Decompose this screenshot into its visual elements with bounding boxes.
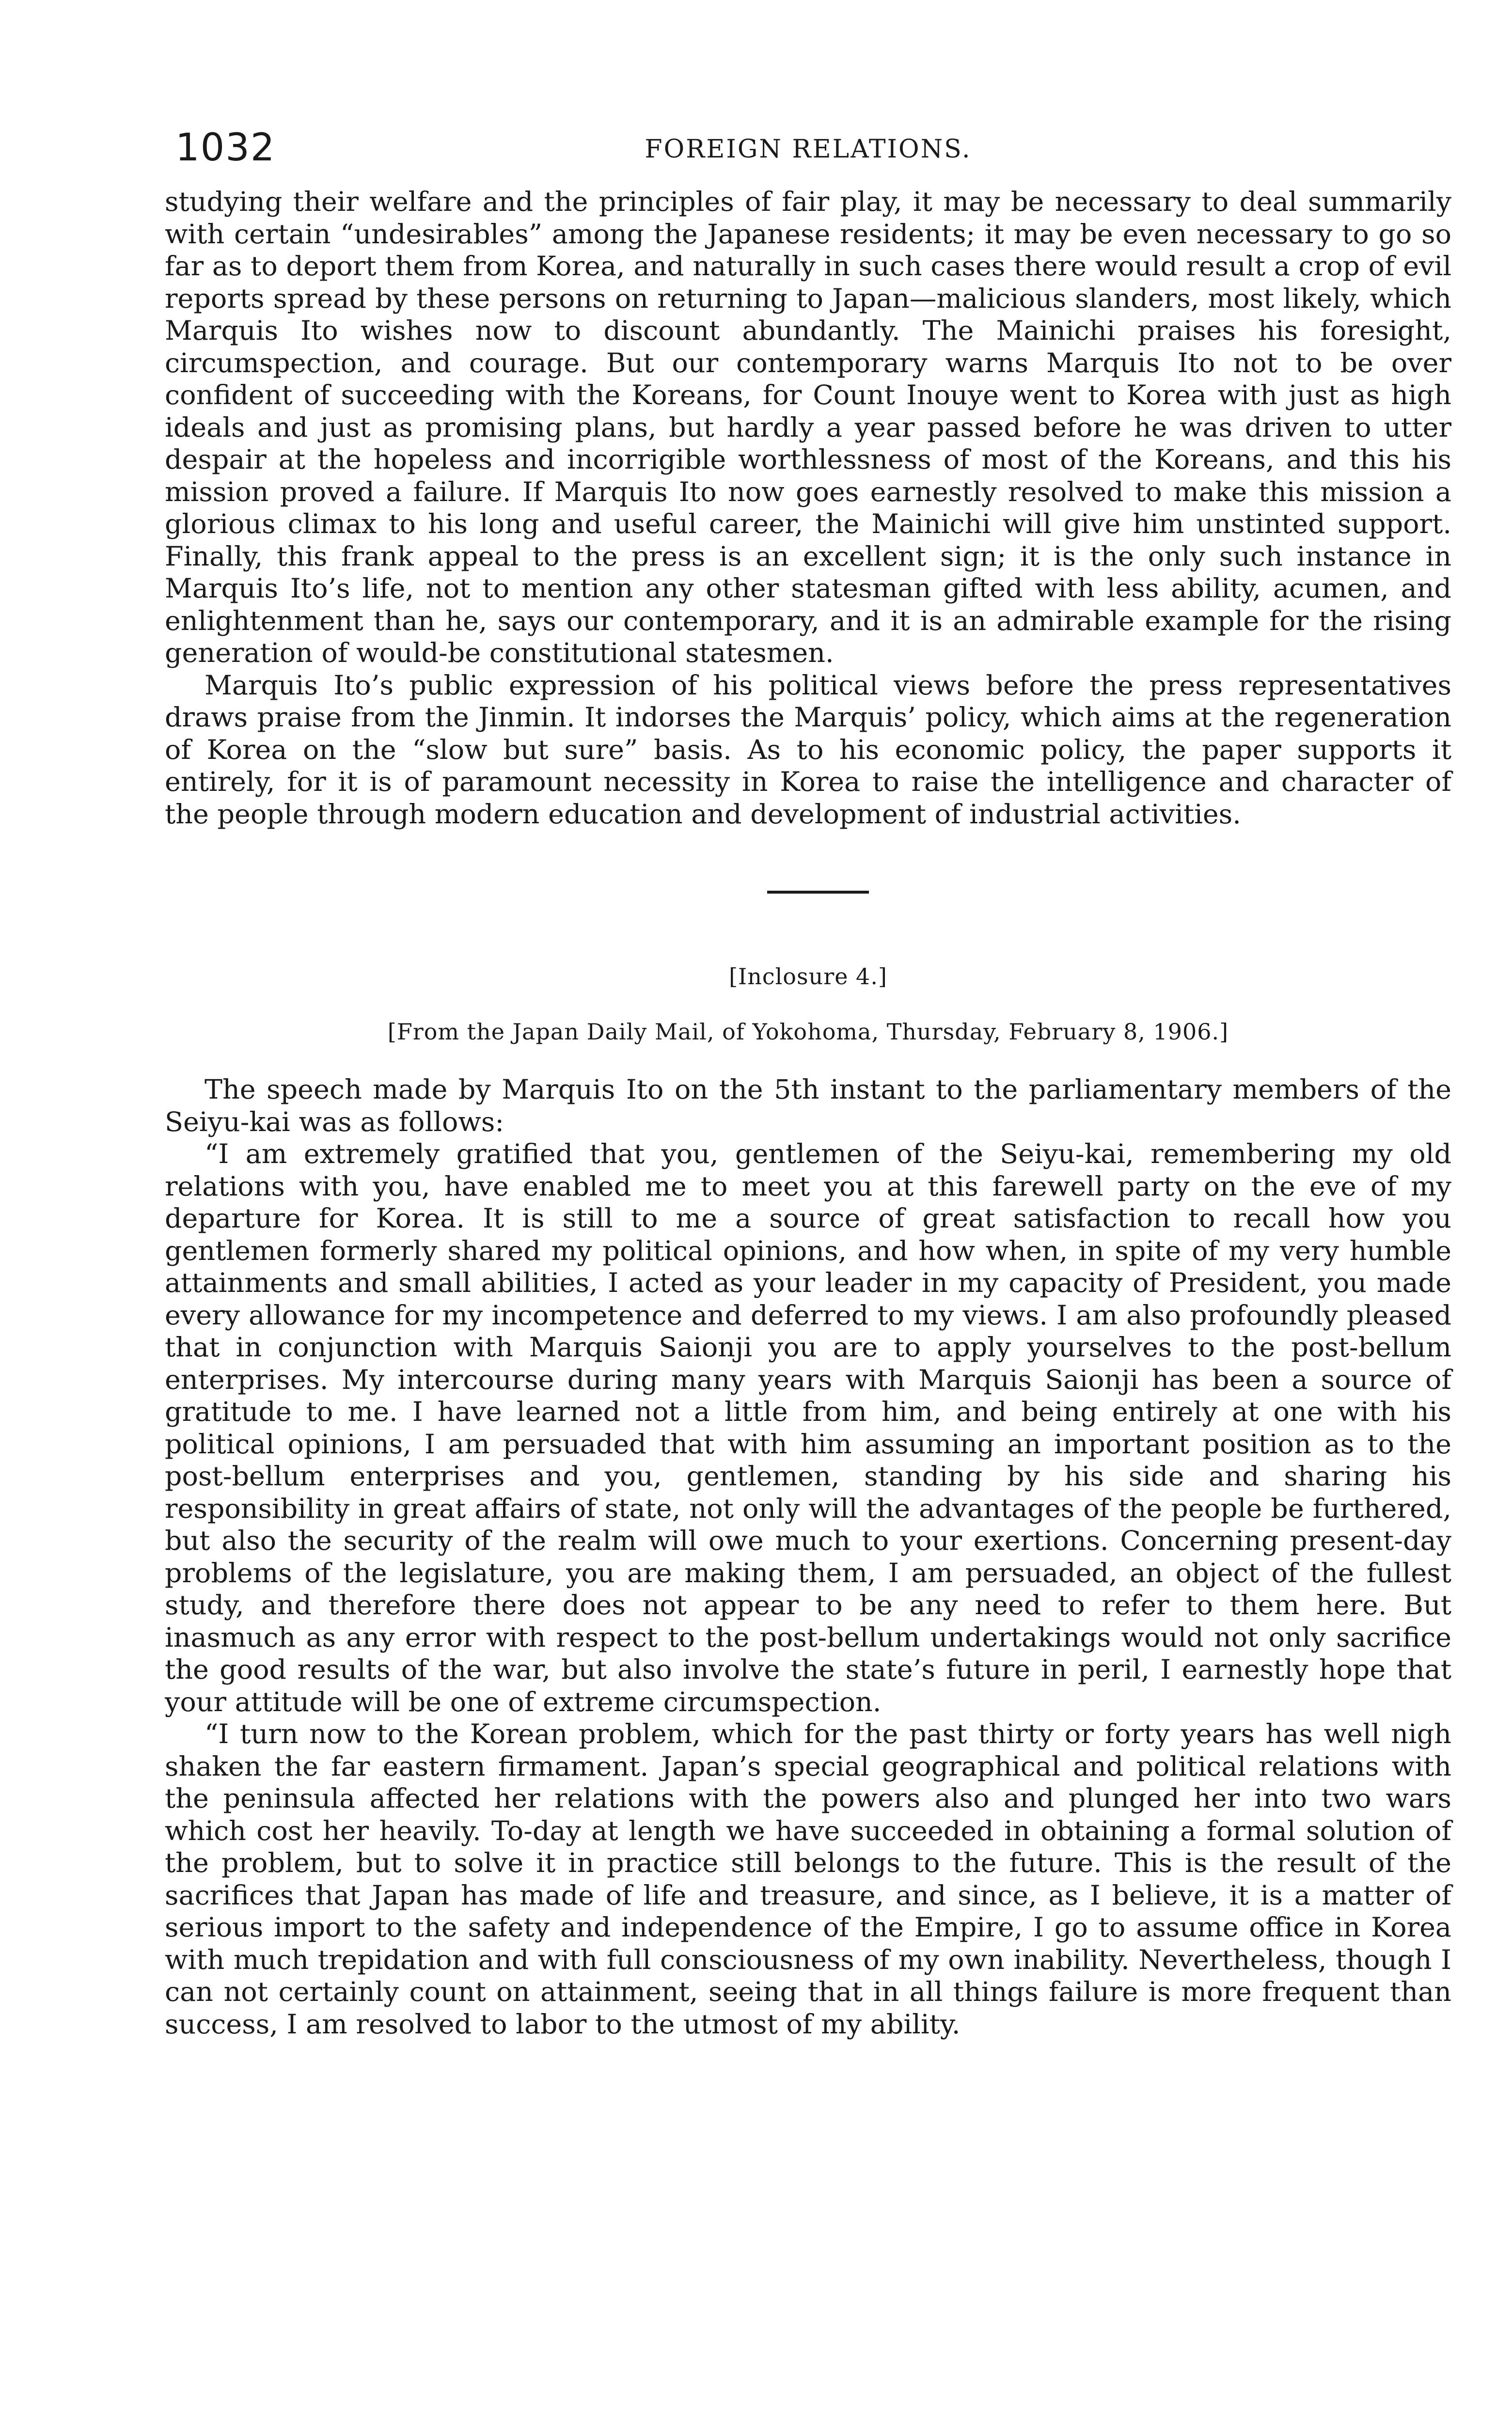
speech-intro: The speech made by Marquis Ito on the 5th instant to the parliamentary members of the Seiyu-kai was as follows:: [165, 1074, 1451, 1138]
running-head: FOREIGN RELATIONS.: [645, 135, 972, 164]
speech-section: [165, 1074, 1451, 2041]
page-number: 1032: [175, 126, 276, 170]
page-header: [165, 116, 1451, 184]
speech-paragraph-2: “I turn now to the Korean problem, which for the past thirty or forty years has well nigh shaken the far eastern firmament. Japan’s special geographical and political relations with the peninsula affected her relations with the powers also and plunged her into two wars which cost her heavily. To-day at length we have succeeded in obtaining a formal solution of the problem, but to solve it in practice still belongs to the future. This is the result of the sacrifices that Japan has made of life and treasure, and since, as I believe, it is a matter of serious import to the safety and independence of the Empire, I go to assume office in Korea with much trepidation and with full consciousness of my own inability. Nevertheless, though I can not certainly count on attainment, seeing that in all things failure is more frequent than success, I am resolved to labor to the utmost of my ability.: [165, 1718, 1451, 2040]
divider-rule: [767, 891, 869, 894]
source-citation: [From the Japan Daily Mail, of Yokohoma, Thursday, February 8, 1906.]: [387, 1019, 1229, 1045]
jinmin-paragraph: Marquis Ito’s public expression of his political views before the press representatives draws praise from the Jinmin. It indorses the Marquis’ policy, which aims at the regeneration of Korea on the “slow but sure” basis. As to his economic policy, the paper supports it entirely, for it is of paramount necessity in Korea to raise the intelligence and character of the people through modern education and development of industrial activities.: [165, 669, 1451, 830]
inclosure-label: [Inclosure 4.]: [729, 963, 887, 990]
document-page: [165, 116, 1451, 2423]
continued-paragraph: studying their welfare and the principles of fair play, it may be necessary to deal summarily with certain “undesirables” among the Japanese residents; it may be even necessary to go so far as to deport them from Korea, and naturally in such cases there would result a crop of evil reports spread by these persons on returning to Japan—malicious slanders, most likely, which Marquis Ito wishes now to discount abundantly. The Mainichi praises his foresight, circumspection, and courage. But our contemporary warns Marquis Ito not to be over confident of succeeding with the Koreans, for Count Inouye went to Korea with just as high ideals and just as promising plans, but hardly a year passed before he was driven to utter despair at the hopeless and incorrigible worthlessness of most of the Koreans, and this his mission proved a failure. If Marquis Ito now goes earnestly resolved to make this mission a glorious climax to his long and useful career, the Mainichi will give him unstinted support. Finally, this frank appeal to the press is an excellent sign; it is the only such instance in Marquis Ito’s life, not to mention any other statesman gifted with less ability, acumen, and enlightenment than he, says our contemporary, and it is an admirable example for the rising generation of would-be constitutional statesmen.: [165, 186, 1451, 669]
speech-paragraph-1: “I am extremely gratified that you, gentlemen of the Seiyu-kai, remembering my old relations with you, have enabled me to meet you at this farewell party on the eve of my departure for Korea. It is still to me a source of great satisfaction to recall how you gentlemen formerly shared my political opinions, and how when, in spite of my very humble attainments and small abilities, I acted as your leader in my capacity of President, you made every allowance for my incompetence and deferred to my views. I am also profoundly pleased that in conjunction with Marquis Saionji you are to apply yourselves to the post-bellum enterprises. My intercourse during many years with Marquis Saionji has been a source of gratitude to me. I have learned not a little from him, and being entirely at one with his political opinions, I am persuaded that with him assuming an important position as to the post-bellum enterprises and you, gentlemen, standing by his side and sharing his responsibility in great affairs of state, not only will the advantages of the people be furthered, but also the security of the realm will owe much to your exertions. Concerning present-day problems of the legislature, you are making them, I am persuaded, an object of the fullest study, and therefore there does not appear to be any need to refer to them here. But inasmuch as any error with respect to the post-bellum undertakings would not only sacrifice the good results of the war, but also involve the state’s future in peril, I earnestly hope that your attitude will be one of extreme circumspection.: [165, 1138, 1451, 1718]
section-divider: [165, 891, 1451, 896]
